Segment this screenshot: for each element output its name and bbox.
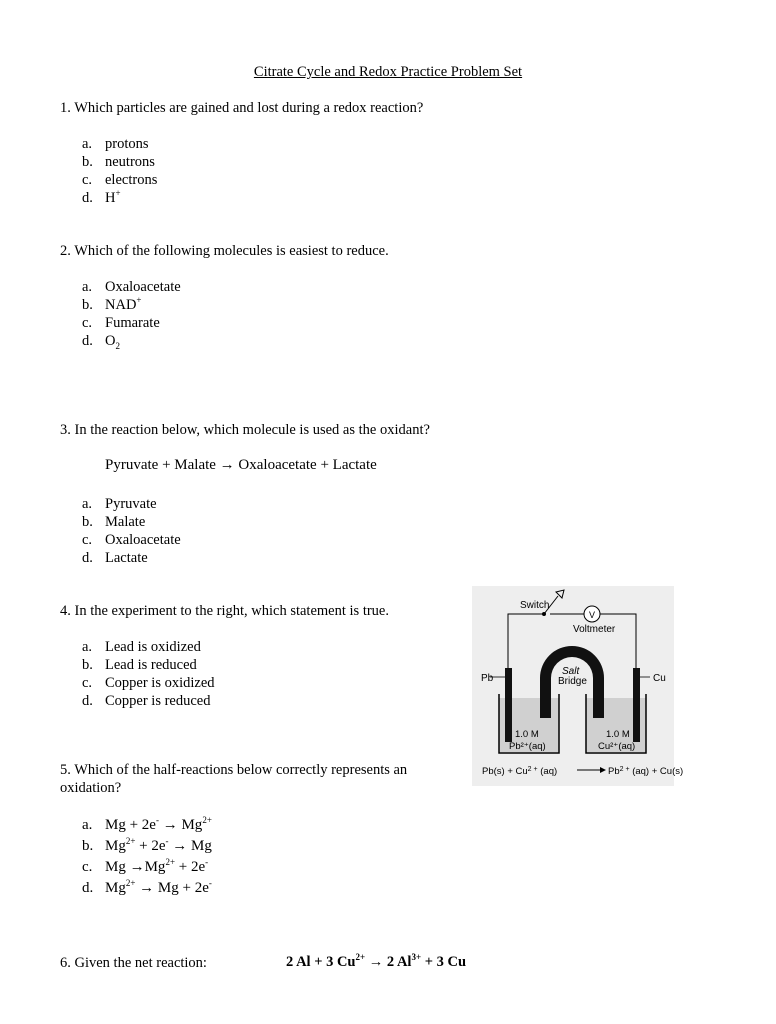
q1-option-d: d. H+: [82, 188, 121, 206]
electrochemical-cell-figure: [472, 586, 684, 786]
cell-equation-left: $Pb(s) + Cu^{2 +}$ (aq): [482, 766, 558, 777]
q6-net-reaction: 2 Al + 3 $Cu^{2+} \to 2$ $Al^{3+} + 3$ Cu: [286, 952, 467, 970]
voltmeter-label: Voltmeter: [573, 624, 616, 635]
q4-option-d: d. Copper is reduced: [82, 693, 211, 709]
q3-option-a: a. Pyruvate: [82, 496, 157, 512]
question-6: 6. Given the net reaction:: [60, 955, 207, 971]
question-5-line-2: oxidation?: [60, 780, 122, 796]
q5-option-a: a. $Mg + 2e^- \to Mg^{2+}$: [82, 815, 212, 833]
question-3: 3. In the reaction below, which molecule is used as the oxidant?: [60, 422, 430, 438]
q3-option-c: c. Oxaloacetate: [82, 532, 181, 548]
left-conc-label: 1.0 M: [515, 729, 539, 740]
question-2: 2. Which of the following molecules is easiest to reduce.: [60, 243, 389, 259]
right-conc-label: 1.0 M: [606, 729, 630, 740]
q4-option-a: a. Lead is oxidized: [82, 639, 201, 655]
cu-label: Cu: [653, 673, 666, 684]
q3-option-b: b. Malate: [82, 514, 146, 530]
q3-reaction: Pyruvate + Malate → Oxaloacetate + Lactate: [105, 457, 377, 473]
bridge-label: Bridge: [558, 676, 587, 687]
left-wire: [508, 614, 544, 668]
q2-option-d: d. $O_2$: [82, 333, 120, 351]
left-ion-label: Pb²⁺(aq): [509, 741, 546, 752]
q1-option-a: a. protons: [82, 136, 149, 152]
question-5-line-1: 5. Which of the half-reactions below correctly represents an: [60, 762, 408, 778]
q5-option-b: b. $Mg^{2+} + 2e^- \to Mg$: [82, 836, 212, 854]
right-ion-label: Cu²⁺(aq): [598, 741, 636, 752]
voltmeter-symbol: V: [589, 610, 596, 620]
salt-label: Salt: [562, 666, 580, 677]
right-wire: [600, 614, 636, 668]
question-1: 1. Which particles are gained and lost during a redox reaction?: [60, 100, 424, 116]
q2-option-b: b. NAD+: [82, 295, 142, 313]
page-title: Citrate Cycle and Redox Practice Problem Set: [253, 64, 523, 80]
q3-option-d: d. Lactate: [82, 550, 148, 566]
q4-option-b: b. Lead is reduced: [82, 657, 197, 673]
cell-equation-right: $Pb^{2 +}$ (aq) + Cu(s): [608, 766, 684, 777]
q5-option-c: c. $Mg \to Mg^{2+} + 2e^-$: [82, 857, 209, 875]
q2-option-a: a. Oxaloacetate: [82, 279, 181, 295]
q1-option-c: c. electrons: [82, 172, 158, 188]
q1-option-b: b. neutrons: [82, 154, 155, 170]
pb-electrode: [505, 668, 512, 742]
switch-label: Switch: [520, 600, 550, 611]
pb-label: Pb: [481, 673, 494, 684]
cu-electrode: [633, 668, 640, 742]
q5-option-d: d. $Mg^{2+} \to Mg + 2e^-$: [82, 878, 212, 896]
question-4: 4. In the experiment to the right, which statement is true.: [60, 603, 389, 619]
q4-option-c: c. Copper is oxidized: [82, 675, 215, 691]
q2-option-c: c. Fumarate: [82, 315, 160, 331]
